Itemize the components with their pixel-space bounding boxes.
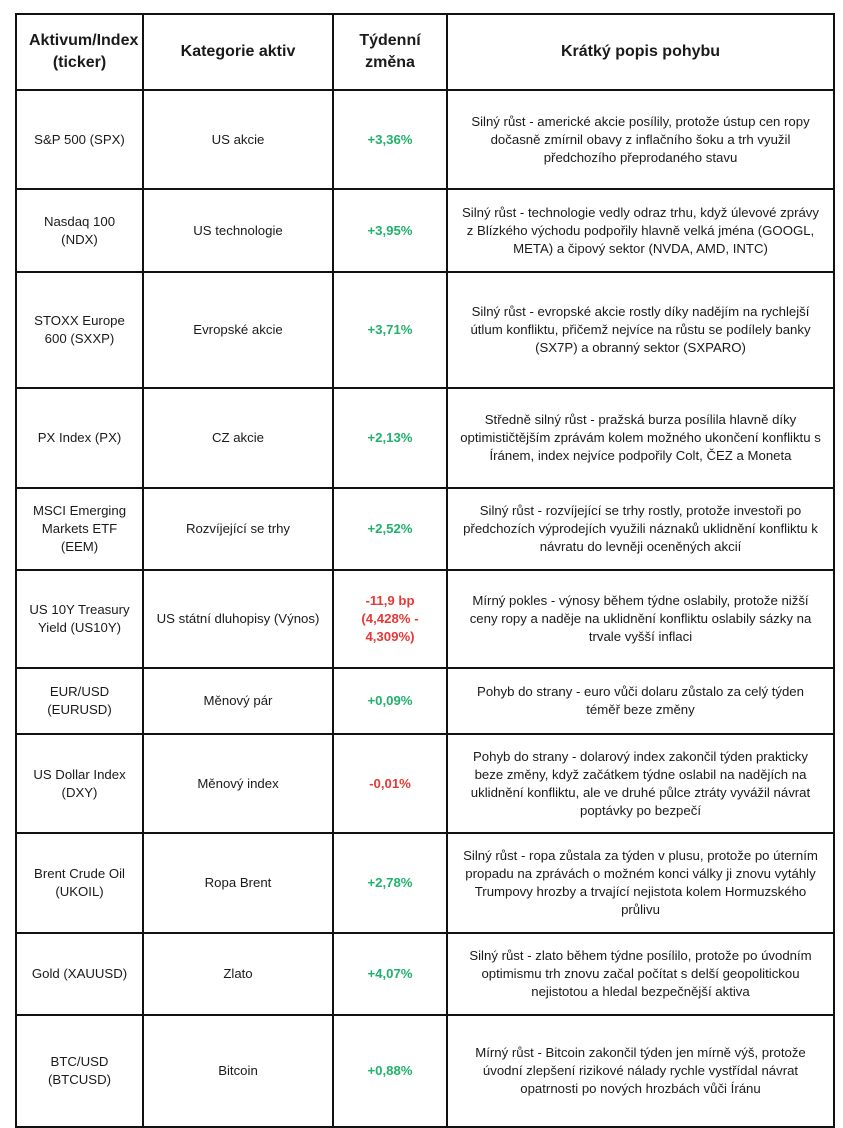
description-cell: Silný růst - rozvíjející se trhy rostly, protože investoři po předchozích výprodejích využili náznaků uklidnění konfliktu k návratu do levněji oceněných akcií [447,488,834,570]
asset-cell: US 10Y Treasury Yield (US10Y) [16,570,143,668]
category-cell: Zlato [143,933,333,1015]
asset-cell: S&P 500 (SPX) [16,90,143,189]
header-asset: Aktivum/Index (ticker) [16,14,143,90]
table-row [16,488,834,570]
table-row [16,189,834,272]
asset-cell: STOXX Europe 600 (SXXP) [16,272,143,388]
asset-cell: EUR/USD (EURUSD) [16,668,143,734]
category-cell: Bitcoin [143,1015,333,1127]
asset-cell: BTC/USD (BTCUSD) [16,1015,143,1127]
description-cell: Silný růst - technologie vedly odraz trhu, když úlevové zprávy z Blízkého východu podpořily hlavně velká jména (GOOGL, META) a čipový sektor (NVDA, AMD, INTC) [447,189,834,272]
header-description: Krátký popis pohybu [447,14,834,90]
description-cell: Mírný pokles - výnosy během týdne oslabily, protože nižší ceny ropy a naděje na uklidnění konfliktu oslabily sázky na trvale vyšší inflaci [447,570,834,668]
table-row [16,833,834,933]
change-cell: -0,01% [333,734,447,833]
category-cell: CZ akcie [143,388,333,488]
description-cell: Silný růst - americké akcie posílily, protože ústup cen ropy dočasně zmírnil obavy z inflačního šoku a trh využil předchozího přeprodaného stavu [447,90,834,189]
change-cell: +0,88% [333,1015,447,1127]
category-cell: Měnový index [143,734,333,833]
table-row [16,272,834,388]
description-cell: Mírný růst - Bitcoin zakončil týden jen mírně výš, protože úvodní zlepšení rizikové nálady rychle vystřídal návrat opatrnosti po nových hrozbách vůči Íránu [447,1015,834,1127]
table-row [16,570,834,668]
asset-cell: Gold (XAUUSD) [16,933,143,1015]
change-cell: +2,78% [333,833,447,933]
category-cell: Měnový pár [143,668,333,734]
category-cell: US technologie [143,189,333,272]
header-row [16,14,834,90]
description-cell: Středně silný růst - pražská burza posílila hlavně díky optimističtějším zprávám kolem možného ukončení konfliktu s Íránem, index nejvíce podpořily Colt, ČEZ a Moneta [447,388,834,488]
change-cell: +4,07% [333,933,447,1015]
asset-cell: US Dollar Index (DXY) [16,734,143,833]
category-cell: US státní dluhopisy (Výnos) [143,570,333,668]
asset-cell: Brent Crude Oil (UKOIL) [16,833,143,933]
description-cell: Pohyb do strany - euro vůči dolaru zůstalo za celý týden téměř beze změny [447,668,834,734]
table-row [16,90,834,189]
asset-cell: PX Index (PX) [16,388,143,488]
weekly-performance-table [15,13,835,1128]
header-weekly-change: Týdenní změna [333,14,447,90]
description-cell: Silný růst - ropa zůstala za týden v plusu, protože po úterním propadu na zprávách o možném konci války ji znovu vytáhly Trumpovy hrozby a trvající nejistota kolem Hormuzského průlivu [447,833,834,933]
category-cell: Evropské akcie [143,272,333,388]
description-cell: Pohyb do strany - dolarový index zakončil týden prakticky beze změny, když začátkem týdne oslabil na nadějích na uklidnění konfliktu, ale ve druhé půlce ztráty vyvážil návrat poptávky po bezpečí [447,734,834,833]
description-cell: Silný růst - evropské akcie rostly díky nadějím na rychlejší útlum konfliktu, přičemž nejvíce na růstu se podílely banky (SX7P) a obranný sektor (SXPARO) [447,272,834,388]
category-cell: Rozvíjející se trhy [143,488,333,570]
change-cell: +3,36% [333,90,447,189]
table-row [16,1015,834,1127]
asset-cell: Nasdaq 100 (NDX) [16,189,143,272]
change-cell: +3,95% [333,189,447,272]
table-row [16,668,834,734]
table-row [16,388,834,488]
change-cell: +2,13% [333,388,447,488]
description-cell: Silný růst - zlato během týdne posílilo, protože po úvodním optimismu trh znovu začal počítat s delší geopolitickou nejistotou a hledal bezpečnější aktiva [447,933,834,1015]
asset-cell: MSCI Emerging Markets ETF (EEM) [16,488,143,570]
table-row [16,933,834,1015]
change-cell: +2,52% [333,488,447,570]
change-cell: +3,71% [333,272,447,388]
category-cell: US akcie [143,90,333,189]
change-cell: -11,9 bp (4,428% - 4,309%) [333,570,447,668]
header-category: Kategorie aktiv [143,14,333,90]
category-cell: Ropa Brent [143,833,333,933]
change-cell: +0,09% [333,668,447,734]
table-row [16,734,834,833]
